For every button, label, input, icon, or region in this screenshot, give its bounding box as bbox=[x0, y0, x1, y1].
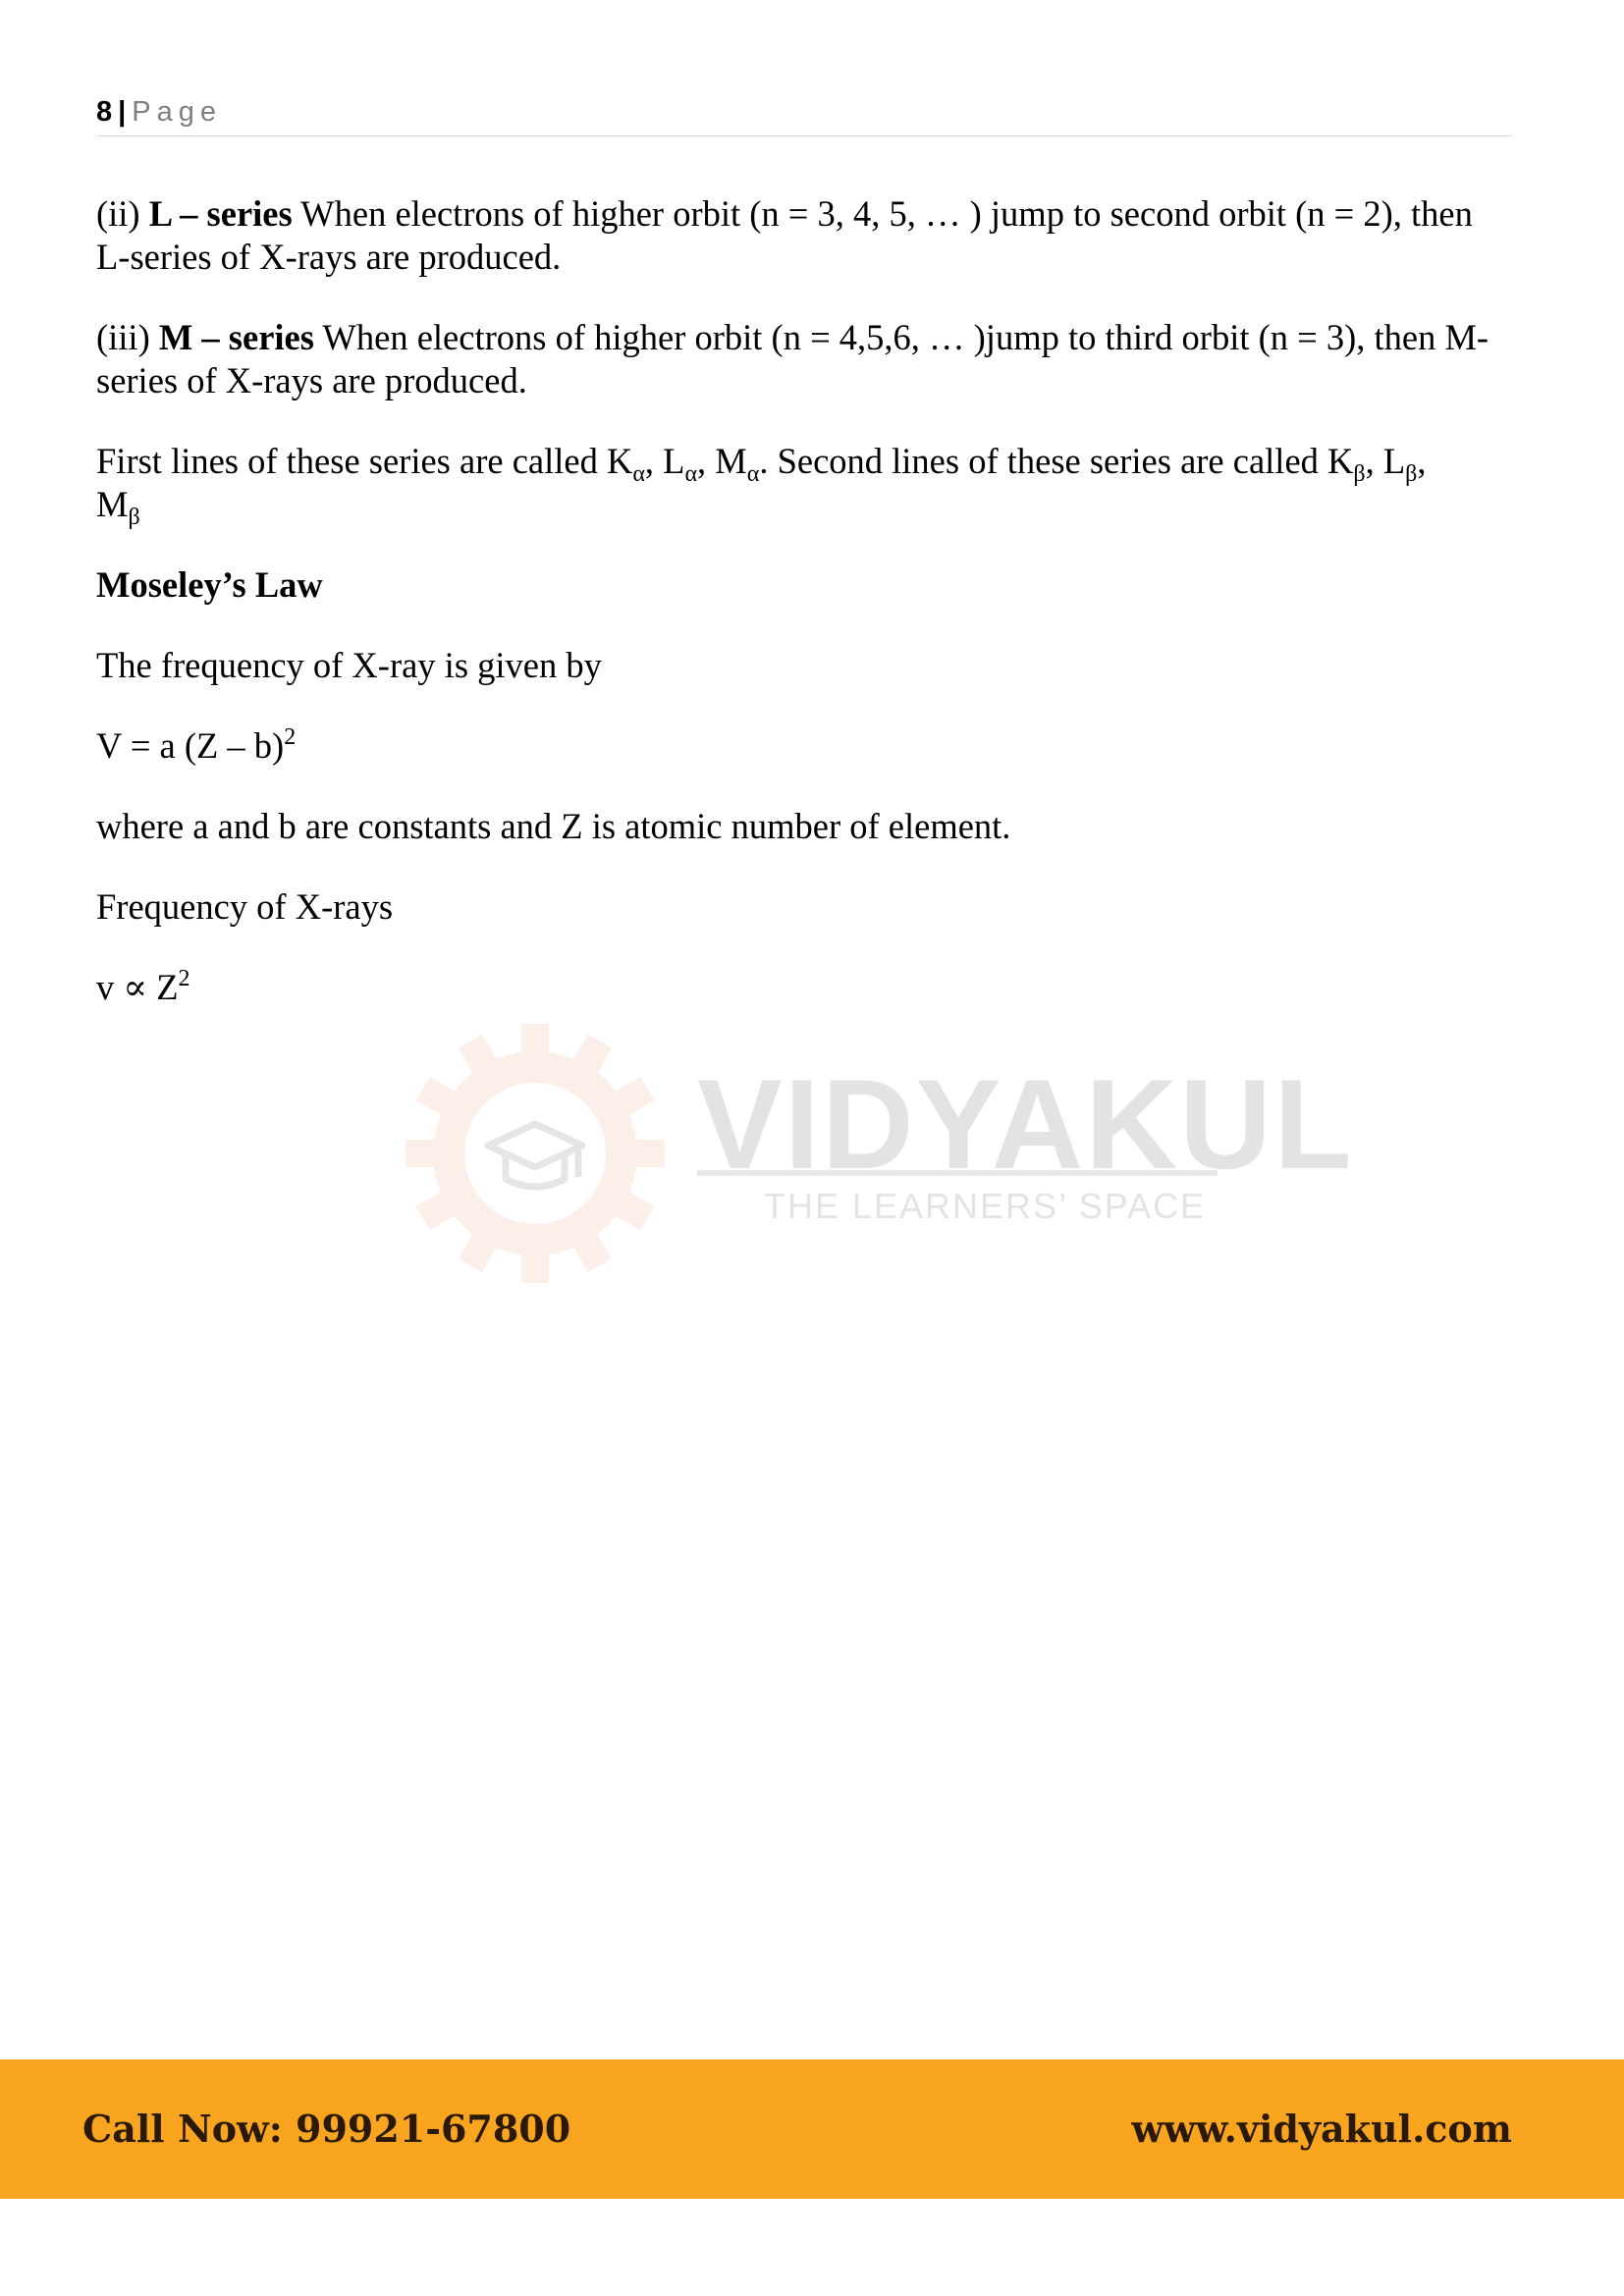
alpha-subscript: α bbox=[746, 461, 760, 487]
l-series-paragraph bbox=[96, 192, 1490, 279]
page-header bbox=[96, 96, 1512, 136]
vidyakul-watermark bbox=[403, 1021, 1354, 1286]
beta-subscript: β bbox=[128, 505, 140, 530]
watermark-tagline: THE LEARNERS’ SPACE bbox=[764, 1186, 1207, 1226]
k-symbol: K bbox=[606, 441, 633, 481]
formula-text: V = a (Z – b) bbox=[96, 725, 285, 766]
l-series-term: L – series bbox=[148, 193, 293, 234]
l-series-text: When electrons of higher orbit (n = 3, 4, 5, … ) jump to second orbit (n = 2), then L-series of X-rays are produced. bbox=[96, 193, 1473, 277]
frequency-intro: The frequency of X-ray is given by bbox=[96, 645, 602, 685]
watermark-brand: VIDYAKUL bbox=[697, 1052, 1354, 1196]
comma: , bbox=[1417, 441, 1427, 481]
lines-mid: . Second lines of these series are called bbox=[759, 441, 1328, 481]
k-symbol: K bbox=[1327, 441, 1354, 481]
beta-subscript: β bbox=[1353, 461, 1366, 487]
frequency-label: Frequency of X-rays bbox=[96, 886, 394, 927]
call-now-text: Call Now: 99921-67800 bbox=[82, 2107, 571, 2151]
proportional-exponent: 2 bbox=[178, 966, 190, 991]
m-series-prefix: (iii) bbox=[96, 317, 159, 357]
comma: , bbox=[697, 441, 716, 481]
lines-intro: First lines of these series are called bbox=[96, 441, 607, 481]
footer-banner bbox=[0, 2059, 1624, 2199]
l-symbol: L bbox=[663, 441, 685, 481]
l-symbol: L bbox=[1382, 441, 1406, 481]
formula-exponent: 2 bbox=[284, 724, 297, 750]
series-lines-paragraph bbox=[96, 440, 1490, 530]
watermark-divider bbox=[697, 1170, 1218, 1176]
comma: , bbox=[644, 441, 664, 481]
m-series-text: When electrons of higher orbit (n = 4,5,6, … )jump to third orbit (n = 3), then M-series of X-rays are produced. bbox=[96, 317, 1489, 400]
beta-subscript: β bbox=[1405, 461, 1418, 487]
proportional-text: v ∝ Z bbox=[96, 967, 179, 1007]
m-series-term: M – series bbox=[158, 317, 314, 357]
page-separator: | bbox=[118, 96, 127, 128]
alpha-subscript: α bbox=[684, 461, 698, 487]
comma: , bbox=[1365, 441, 1383, 481]
page-label: Page bbox=[132, 96, 222, 128]
l-series-prefix: (ii) bbox=[96, 193, 149, 234]
page-number: 8 bbox=[96, 96, 113, 128]
m-series-paragraph bbox=[96, 316, 1490, 402]
alpha-subscript: α bbox=[632, 461, 645, 487]
website-link[interactable]: www.vidyakul.com bbox=[1131, 2107, 1512, 2151]
document-body bbox=[96, 192, 1490, 1046]
moseley-heading bbox=[96, 563, 1490, 607]
m-symbol: M bbox=[96, 484, 129, 524]
gear-logo-icon bbox=[403, 1021, 677, 1286]
m-symbol: M bbox=[715, 441, 747, 481]
graduation-cap-icon bbox=[488, 1124, 582, 1187]
moseley-formula bbox=[96, 724, 1490, 768]
constants-explanation: where a and b are constants and Z is atomic number of element. bbox=[96, 806, 1011, 846]
proportionality-formula bbox=[96, 966, 1490, 1009]
section-heading: Moseley’s Law bbox=[96, 564, 323, 605]
